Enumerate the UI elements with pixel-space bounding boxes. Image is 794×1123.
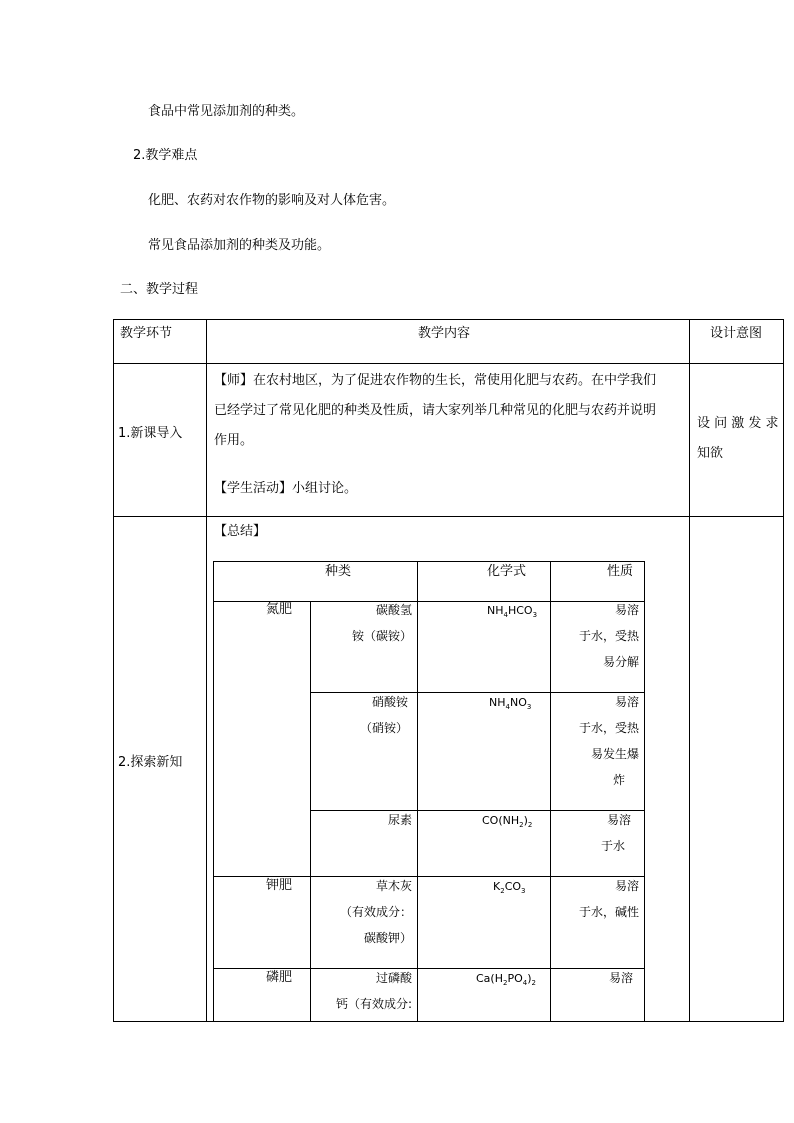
- formula-subscript: 2: [500, 887, 505, 896]
- name-line: 硝酸铵: [371, 695, 408, 709]
- heading-teaching-difficulty: 2.教学难点: [133, 148, 198, 163]
- formula-subscript: 2: [527, 821, 533, 830]
- inner-table-right: [644, 561, 645, 1022]
- inner-table-top: [213, 561, 644, 562]
- group-nitrogen: 氮肥: [266, 602, 293, 617]
- row1-intent-line-1: 设 问 激 发 求: [697, 416, 779, 431]
- name-line: 铵（碳铵）: [351, 629, 412, 643]
- row1-content-line-3: 作用。: [214, 433, 254, 448]
- row1-content-line-2: 已经学过了常见化肥的种类及性质，请大家列举几种常见的化肥与农药并说明: [214, 403, 657, 418]
- formula-part: NH: [487, 604, 504, 617]
- property-plant-ash: [553, 873, 639, 925]
- row1-student-activity: 【学生活动】小组讨论。: [214, 481, 358, 496]
- row1-content: [214, 366, 684, 456]
- inner-table-col-group: [310, 601, 311, 1022]
- property-line: 易溶: [614, 879, 639, 893]
- paragraph-fertilizer-harm: 化肥、农药对农作物的影响及对人体危害。: [148, 193, 396, 208]
- paragraph-additive-functions: 常见食品添加剂的种类及功能。: [148, 238, 331, 253]
- main-table-row-divider-2: [113, 516, 784, 517]
- group-phosphorus: 磷肥: [266, 970, 293, 985]
- inner-header-formula: 化学式: [487, 564, 527, 579]
- row1-stage: 1.新课导入: [118, 426, 183, 441]
- formula-part: ): [523, 814, 528, 827]
- main-table-row-divider-1: [113, 363, 784, 364]
- inner-table-left: [213, 561, 214, 1022]
- property-line: 易溶: [608, 971, 633, 985]
- property-line: 于水，受热: [578, 629, 639, 643]
- header-content: 教学内容: [418, 326, 471, 341]
- formula-part: CO: [504, 880, 522, 893]
- main-table-col-divider-2: [689, 319, 690, 1022]
- formula-subscript: 3: [532, 611, 538, 620]
- property-line: 炸: [612, 773, 625, 787]
- property-line: 于水: [600, 839, 625, 853]
- formula-potassium-carbonate: [493, 877, 526, 901]
- formula-subscript: 3: [526, 703, 532, 712]
- fertilizer-name-plant-ash: [312, 873, 412, 951]
- formula-part: PO: [507, 972, 523, 985]
- formula-subscript: 3: [521, 887, 526, 896]
- property-line: 易溶: [614, 603, 639, 617]
- inner-table-col-formula: [550, 561, 551, 1022]
- heading-teaching-process: 二、教学过程: [120, 282, 199, 297]
- formula-part: ): [527, 972, 532, 985]
- formula-part: Ca(H: [476, 972, 503, 985]
- property-ammonium-bicarbonate: [553, 597, 639, 675]
- formula-part: K: [493, 880, 501, 893]
- formula-part: NO: [509, 696, 527, 709]
- name-line: 钙（有效成分:: [335, 997, 412, 1011]
- name-line: 过磷酸: [375, 971, 412, 985]
- property-line: 于水，受热: [578, 721, 639, 735]
- formula-superphosphate: [476, 969, 536, 993]
- formula-part: CO(NH: [482, 814, 520, 827]
- property-superphosphate: [553, 965, 633, 991]
- property-line: 易发生爆: [590, 747, 639, 761]
- row2-stage: 2.探索新知: [118, 755, 183, 770]
- property-line: 于水，碱性: [578, 905, 639, 919]
- fertilizer-name-ammonium-bicarbonate: [312, 597, 412, 649]
- property-urea: [553, 807, 633, 859]
- fertilizer-name-ammonium-nitrate: [312, 689, 408, 741]
- formula-part: HCO: [507, 604, 533, 617]
- row1-intent: [697, 409, 779, 469]
- name-line: 碳酸钾）: [363, 931, 412, 945]
- name-line: 尿素: [387, 813, 412, 827]
- formula-subscript: 4: [505, 703, 510, 712]
- inner-header-kind: 种类: [325, 564, 352, 579]
- formula-ammonium-bicarbonate: [487, 601, 537, 625]
- property-ammonium-nitrate: [553, 689, 639, 793]
- main-table-col-divider-1: [206, 319, 207, 1022]
- formula-part: NH: [489, 696, 506, 709]
- formula-urea: [482, 811, 532, 835]
- formula-subscript: 2: [519, 821, 524, 830]
- property-line: 易溶: [606, 813, 631, 827]
- row2-summary-label: 【总结】: [214, 524, 267, 539]
- inner-table-col-name: [417, 561, 418, 1022]
- header-stage: 教学环节: [120, 326, 173, 341]
- row1-intent-line-2: 知欲: [697, 446, 724, 461]
- name-line: （硝铵）: [359, 721, 408, 735]
- formula-subscript: 2: [531, 979, 536, 988]
- property-line: 易溶: [614, 695, 639, 709]
- name-line: 碳酸氢: [375, 603, 412, 617]
- row1-content-line-1: 【师】在农村地区，为了促进农作物的生长，常使用化肥与农药。在中学我们: [214, 373, 657, 388]
- fertilizer-name-superphosphate: [312, 965, 412, 1017]
- formula-ammonium-nitrate: [489, 693, 531, 717]
- paragraph-additive-types: 食品中常见添加剂的种类。: [148, 104, 305, 119]
- property-line: 易分解: [602, 655, 639, 669]
- formula-subscript: 4: [522, 979, 528, 988]
- formula-subscript: 2: [502, 979, 508, 988]
- fertilizer-name-urea: [312, 807, 412, 833]
- formula-subscript: 4: [503, 611, 508, 620]
- name-line: 草木灰: [375, 879, 412, 893]
- name-line: （有效成分：: [339, 905, 412, 919]
- group-potassium: 钾肥: [266, 878, 293, 893]
- inner-header-property: 性质: [607, 564, 634, 579]
- header-intent: 设计意图: [710, 326, 763, 341]
